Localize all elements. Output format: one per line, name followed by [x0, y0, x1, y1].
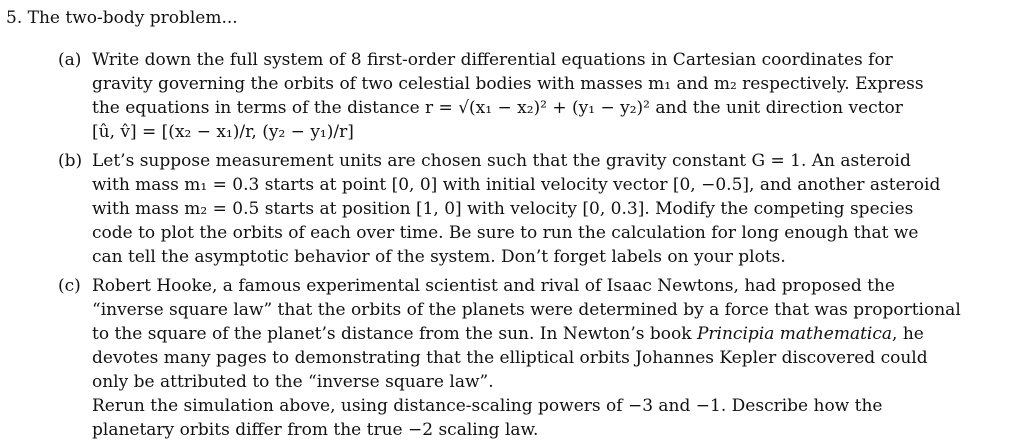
part-c-line-3-end: , he: [892, 324, 924, 344]
part-c-line-3-text: to the square of the planet’s distance from the sun. In Newton’s book: [92, 324, 692, 344]
part-a-line-2: gravity governing the orbits of two celestial bodies with masses m₁ and m₂ respectively. Express: [92, 74, 924, 94]
part-a-line-1: Write down the full system of 8 first-order differential equations in Cartesian coordinates for: [92, 50, 893, 70]
part-c-label: (c): [58, 276, 81, 296]
book-title: Principia mathematica: [696, 324, 893, 344]
part-c-line-2: “inverse square law” that the orbits of the planets were determined by a force that was proportional: [92, 300, 961, 320]
part-a-line-4: [û, v̂] = [(x₂ − x₁)/r, (y₂ − y₁)/r]: [92, 122, 354, 142]
part-b-line-2: with mass m₁ = 0.3 starts at point [0, 0] with initial velocity vector [0, −0.5], and another asteroid: [92, 175, 941, 195]
part-c-line-4: devotes many pages to demonstrating that the elliptical orbits Johannes Kepler discovered could: [92, 348, 928, 368]
part-c-line-1: Robert Hooke, a famous experimental scientist and rival of Isaac Newtons, had proposed the: [92, 276, 895, 296]
part-b-line-5: can tell the asymptotic behavior of the system. Don’t forget labels on your plots.: [92, 247, 786, 267]
part-b-label: (b): [58, 151, 83, 171]
part-c-line-6: Rerun the simulation above, using distance-scaling powers of −3 and −1. Describe how the: [92, 396, 883, 416]
part-a-label: (a): [58, 50, 82, 70]
part-b-line-4: code to plot the orbits of each over time. Be sure to run the calculation for long enough that we: [92, 223, 919, 243]
part-b-line-1: Let’s suppose measurement units are chosen such that the gravity constant G = 1. An asteroid: [92, 151, 911, 171]
part-c-line-5: only be attributed to the “inverse square law”.: [92, 372, 494, 392]
problem-heading: 5. The two-body problem...: [6, 8, 238, 28]
part-c-line-7: planetary orbits differ from the true −2 scaling law.: [92, 420, 539, 440]
part-c-line-3: [92, 324, 924, 344]
part-a-line-3: the equations in terms of the distance r = √(x₁ − x₂)² + (y₁ − y₂)² and the unit direction vector: [92, 98, 903, 118]
part-b-line-3: with mass m₂ = 0.5 starts at position [1, 0] with velocity [0, 0.3]. Modify the competing species: [92, 199, 914, 219]
